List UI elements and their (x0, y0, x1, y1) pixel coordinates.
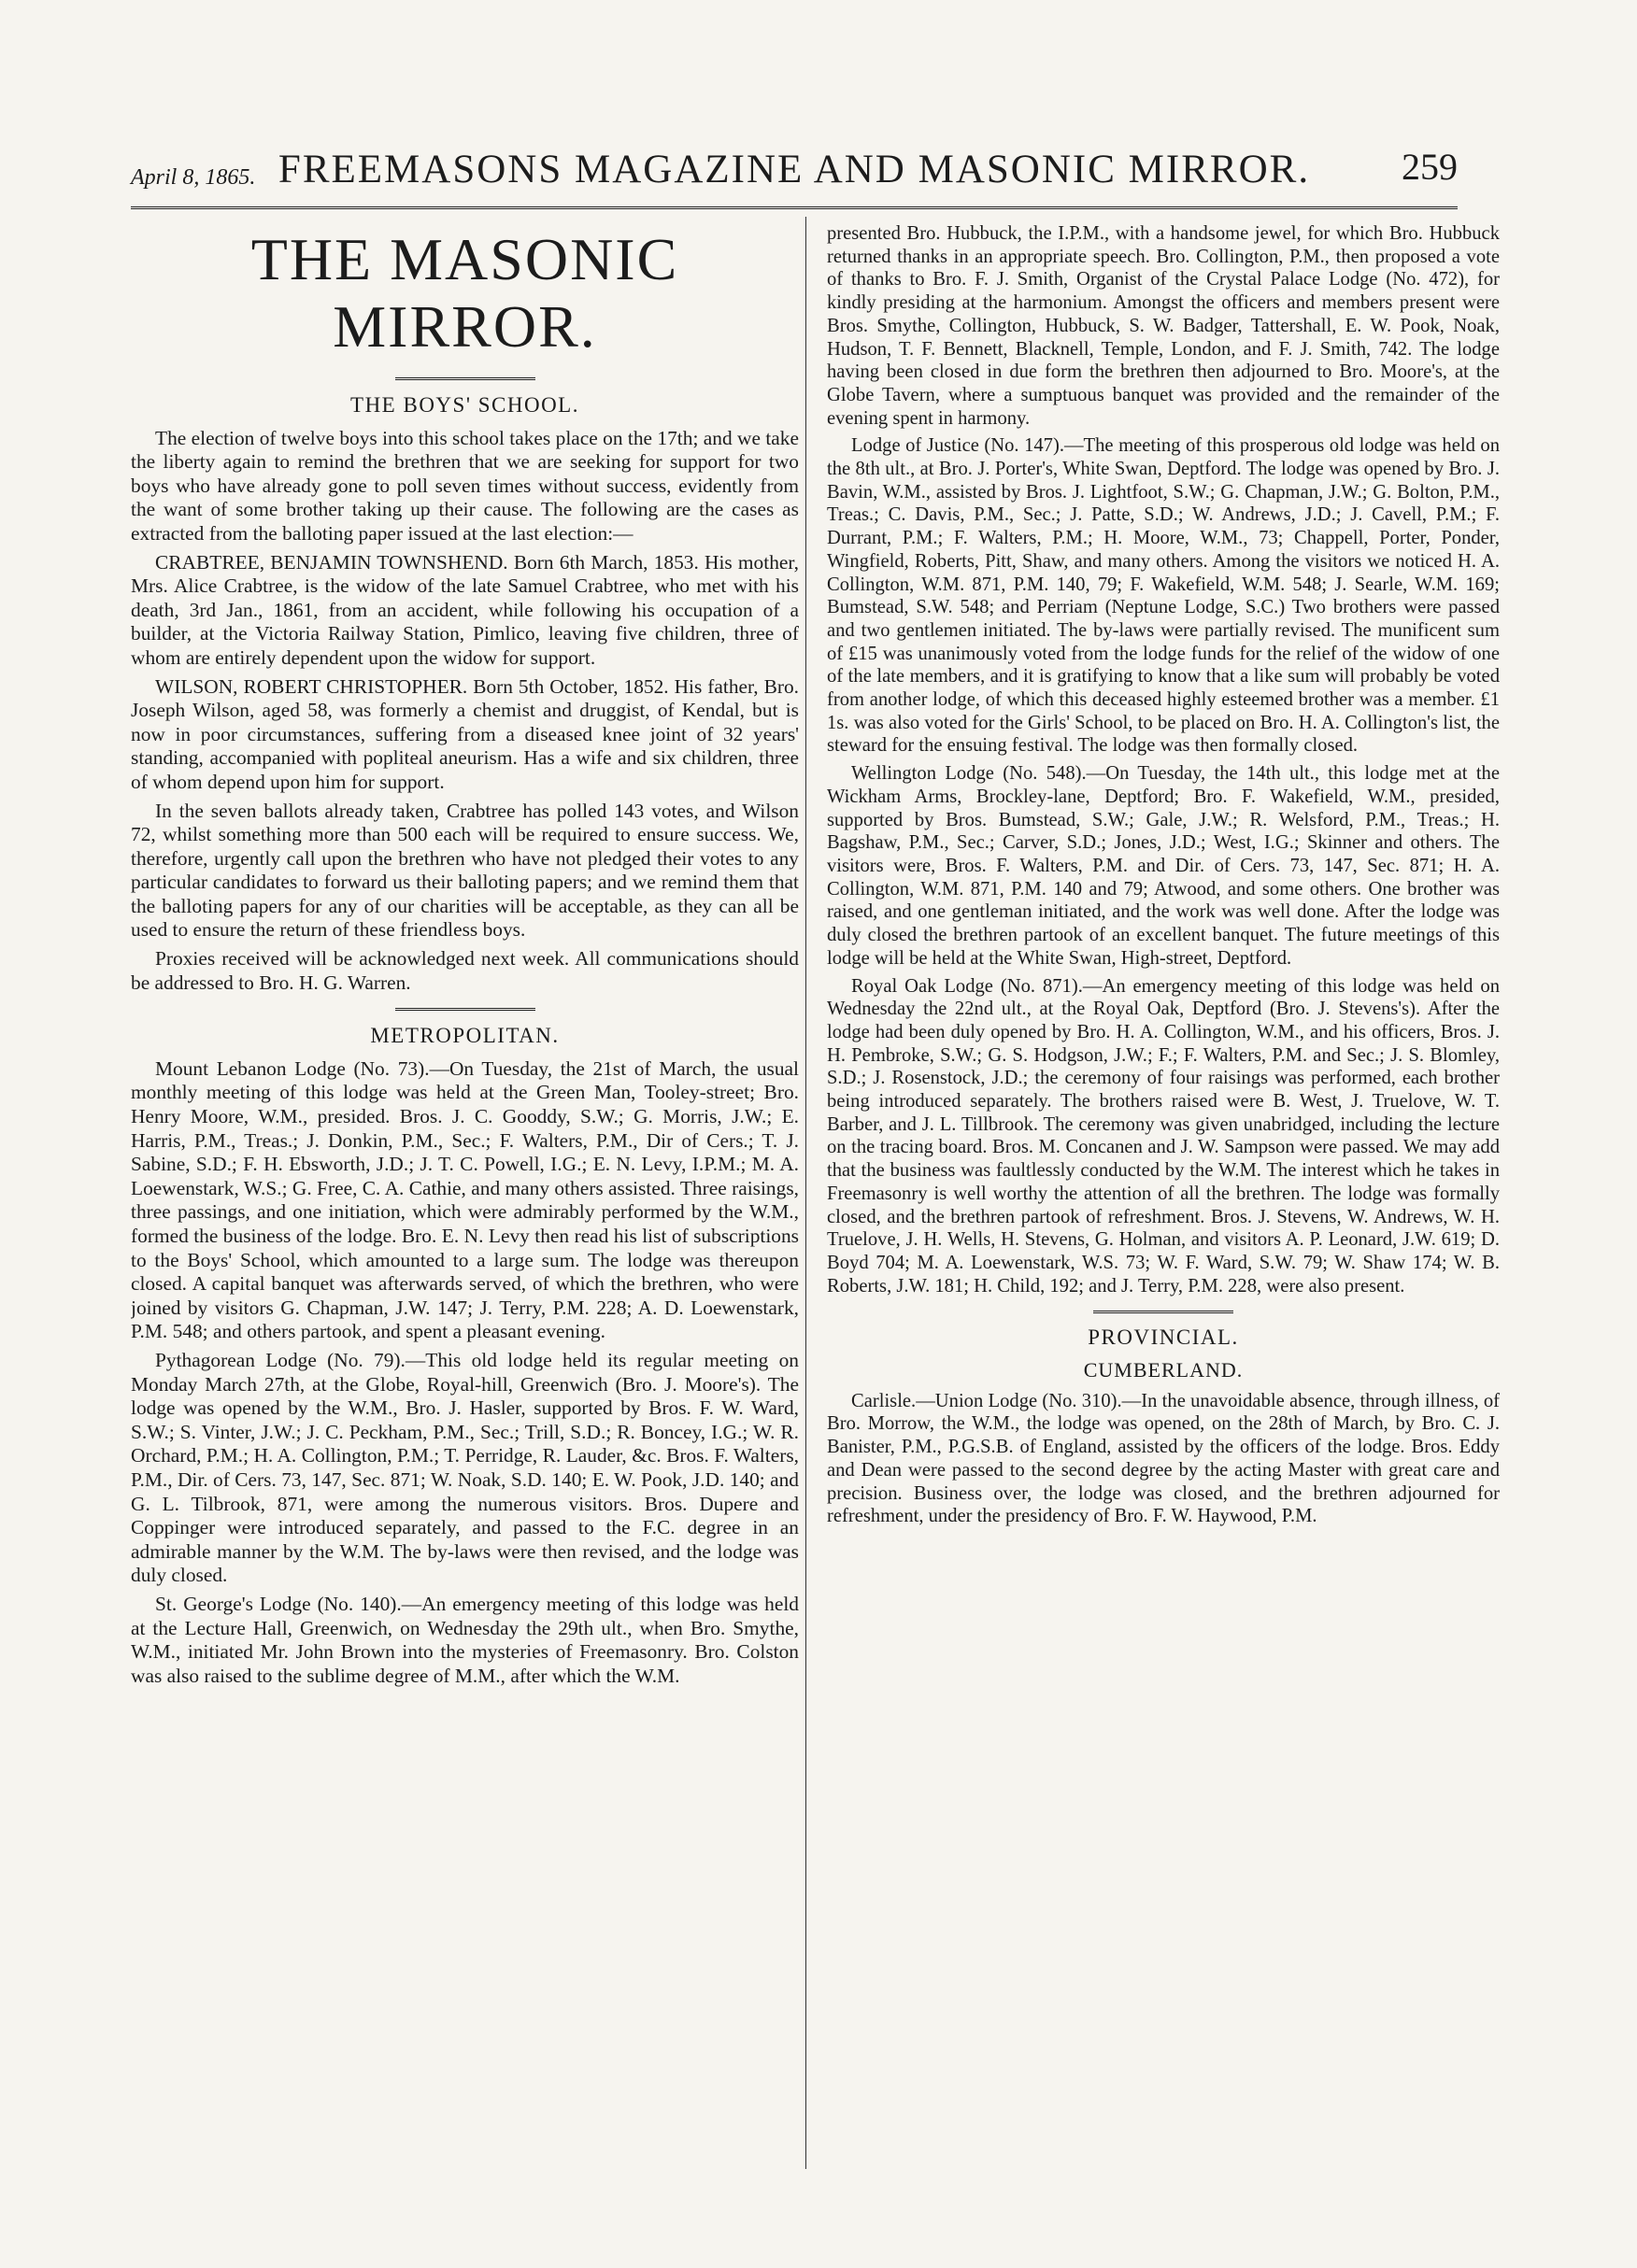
report-carlisle: Carlisle.—Union Lodge (No. 310).—In the unavoidable absence, through illness, of Bro. Morrow, the W.M., the lodge was opened, on the 28th of March, by Bro. C. J. Banister, P.M., P.G.S.B. of England, assisted by the officers of the lodge. Bros. Eddy and Dean were passed to the second degree by the acting Master with great care and precision. Business over, the lodge was closed, and the brethren adjourned for refreshment, under the presidency of Bro. F. W. Haywood, P.M. (827, 1390, 1500, 1527)
case-crabtree: CRABTREE, BENJAMIN TOWNSHEND. Born 6th March, 1853. His mother, Mrs. Alice Crabtree, is the widow of the late Samuel Crabtree, who met with his death, 3rd Jan., 1861, from an accident, while following his occupation of a builder, at the Victoria Railway Station, Pimlico, leaving five children, three of whom are entirely dependent upon the widow for support. (131, 550, 799, 669)
issue-date: April 8, 1865. (131, 165, 256, 190)
proxies-notice: Proxies received will be acknowledged next week. All communications should be addressed to Bro. H. G. Warren. (131, 947, 799, 994)
st-georges-continuation: presented Bro. Hubbuck, the I.P.M., with a handsome jewel, for which Bro. Hubbuck returned thanks in an appropriate speech. Bro. Collington, P.M., then proposed a vote of thanks to Bro. F. J. Smith, Organist of the Crystal Palace Lodge (No. 472), for kindly presiding at the harmonium. Amongst the officers and members present were Bros. Smythe, Collington, Hubbuck, S. W. Badger, Tattershall, E. W. Pook, Noak, Hudson, T. F. Bennett, Blacknell, Temple, London, and F. J. Smith, 742. The lodge having been closed in due form the brethren then adjourned to Bro. Moore's, at the Globe Tavern, where a sumptuous banquet was provided and the remainder of the evening spent in harmony. (827, 223, 1500, 429)
report-wellington: Wellington Lodge (No. 548).—On Tuesday, the 14th ult., this lodge met at the Wickham Arms, Brockley-lane, Deptford; Bro. F. Wakefield, W.M., presided, supported by Bros. Bumstead, S.W.; Gale, J.W.; R. Welsford, P.M., Treas.; H. Bagshaw, P.M., Sec.; Carver, S.D.; Jones, J.D.; West, I.G.; Skinner and others. The visitors were, Bros. F. Walters, P.M. and Dir. of Cers. 73, 147, Sec. 871; H. A. Collington, W.M. 871, P.M. 140 and 79; Atwood, and some others. One brother was raised, and one gentleman initiated, and the work was well done. After the lodge was duly closed the brethren partook of an excellent banquet. The future meetings of this lodge will be held at the White Swan, High-street, Deptford. (827, 763, 1500, 969)
metropolitan-heading: METROPOLITAN. (370, 1024, 560, 1048)
report-mount-lebanon: Mount Lebanon Lodge (No. 73).—On Tuesday, the 21st of March, the usual monthly meeting of this lodge was held at the Green Man, Tooley-street; Bro. Henry Moore, W.M., presided. Bros. J. C. Gooddy, S.W.; G. Morris, J.W.; E. Harris, P.M., Treas.; J. Donkin, P.M., Sec.; F. Walters, P.M., Dir of Cers.; T. J. Sabine, S.D.; F. H. Ebsworth, J.D.; J. T. C. Powell, I.G.; E. N. Levy, I.P.M.; M. A. Loewenstark, W.S.; G. Free, C. A. Cathie, and many others assisted. Three raisings, three passings, and one initiation, which were admirably performed by the W.M., formed the business of the lodge. Bro. E. N. Levy then read his list of subscriptions to the Boys' School, which amounted to a large sum. The lodge was thereupon closed. A capital banquet was afterwards served, of which the brethren, who were joined by visitors G. Chapman, J.W. 147; J. Terry, P.M. 228; A. D. Loewenstark, P.M. 548; and others partook, and spent a pleasant evening. (131, 1056, 799, 1343)
case-wilson: WILSON, ROBERT CHRISTOPHER. Born 5th October, 1852. His father, Bro. Joseph Wilson, aged 58, was formerly a chemist and druggist, of Kendal, but is now in poor circumstances, suffering from a diseased knee joint of 32 years' standing, accompanied with popliteal aneurism. Has a wife and six children, three of whom depend upon him for support. (131, 674, 799, 793)
provincial-heading: PROVINCIAL. (1088, 1325, 1239, 1350)
cumberland-subheading: CUMBERLAND. (1083, 1358, 1244, 1382)
provincial-rule (1093, 1311, 1233, 1313)
boys-school-heading: THE BOYS' SCHOOL. (350, 393, 579, 417)
header-rule (131, 206, 1458, 209)
masthead: FREEMASONS MAGAZINE AND MASONIC MIRROR. (278, 148, 1311, 191)
report-pythagorean: Pythagorean Lodge (No. 79).—This old lodge held its regular meeting on Monday March 27th, at the Globe, Royal-hill, Greenwich (Bro. J. Moore's). The lodge was opened by the W.M., Bro. J. Hasler, supported by Bros. F. W. Ward, S.W.; S. Vinter, J.W.; J. C. Peckham, P.M., Sec.; Trill, S.D.; R. Boncey, I.G.; W. R. Orchard, P.M.; H. A. Collington, P.M.; T. Perridge, R. Lauder, &c. Bros. F. Walters, P.M., Dir. of Cers. 73, 147, Sec. 871; W. Noak, S.D. 140; E. W. Pook, J.D. 140; and G. L. Tilbrook, 871, were among the numerous visitors. Bros. Dupere and Coppinger were introduced separately, and passed to the F.C. degree in an admirable manner by the W.M. The by-laws were then revised, and the lodge was duly closed. (131, 1348, 799, 1587)
report-royal-oak: Royal Oak Lodge (No. 871).—An emergency meeting of this lodge was held on Wednesday the 22nd ult., at the Royal Oak, Deptford (Bro. J. Stevens's). After the lodge had been duly opened by Bro. H. A. Collington, W.M., and his officers, Bros. J. H. Pembroke, S.W.; G. S. Hodgson, J.W.; F.; F. Walters, P.M. and Sec.; J. S. Blomley, S.D.; J. Rosenstock, J.D.; the ceremony of four raisings was performed, each brother being introduced separately. The brothers raised were B. West, J. Truelove, W. T. Barber, and J. L. Tillbrook. The ceremony was given unabridged, including the lecture on the tracing board. Bros. M. Concanen and J. W. Sampson were passed. We may add that the business was faultlessly conducted by the W.M. The interest which he takes in Freemasonry is well worthy the attention of all the brethren. The lodge was formally closed, and the brethren partook of refreshment. Bros. J. Stevens, W. Andrews, W. H. Truelove, J. H. Wells, H. Stevens, G. Holman, and visitors A. P. Leonard, J.W. 619; D. Boyd 704; M. A. Loewenstark, W.S. 73; W. F. Ward, S.W. 79; W. Shaw 174; W. B. Roberts, J.W. 181; H. Child, 192; and J. Terry, P.M. 228, were also present. (827, 975, 1500, 1297)
column-divider (805, 217, 806, 2169)
section-title: THE MASONIC MIRROR. (250, 226, 679, 360)
page-header (131, 145, 1458, 197)
title-rule (395, 377, 535, 380)
ballot-appeal: In the seven ballots already taken, Crabtree has polled 143 votes, and Wilson 72, whilst something more than 500 each will be required to ensure success. We, therefore, urgently call upon the brethren who have not pledged their votes to any particular candidates to forward us their balloting papers; and we remind them that the balloting papers for any of our charities will be acceptable, as they can all be used to ensure the return of these friendless boys. (131, 799, 799, 942)
right-column (827, 222, 1500, 2165)
boys-school-intro: The election of twelve boys into this school takes place on the 17th; and we take the liberty again to remind the brethren that we are seeking for support for two boys who have already gone to poll seven times without success, evidently from the want of some brother taking up their cause. The following are the cases as extracted from the balloting paper issued at the last election:— (131, 426, 799, 545)
report-lodge-of-justice: Lodge of Justice (No. 147).—The meeting of this prosperous old lodge was held on the 8th ult., at Bro. J. Porter's, White Swan, Deptford. The lodge was opened by Bro. J. Bavin, W.M., assisted by Bros. J. Lightfoot, S.W.; G. Chapman, J.W.; G. Bolton, P.M., Treas.; C. Davis, P.M., Sec.; J. Patte, S.D.; W. Andrews, J.D.; J. Cavell, P.M.; F. Durrant, P.M.; F. Walters, P.M.; H. Moore, W.M., 73; Chappell, Porter, Ponder, Wingfield, Roberts, Pitt, Shaw, and many others. Among the visitors we noticed H. A. Collington, W.M. 871, P.M. 140, 79; F. Wakefield, W.M. 548; J. Searle, W.M. 169; Bumstead, S.W. 548; and Perriam (Neptune Lodge, S.C.) Two brothers were passed and two gentlemen initiated. The by-laws were partially revised. The munificent sum of £15 was unanimously voted from the lodge funds for the relief of the widow of one of the late members, and it is gratifying to know that a like sum will probably be voted from another lodge, of which this deceased highly esteemed brother was a member. £1 1s. was also voted for the Girls' School, to be placed on Bro. H. A. Collington's list, the steward for the ensuing festival. The lodge was then formally closed. (827, 435, 1500, 757)
left-column (131, 222, 799, 2165)
report-st-georges: St. George's Lodge (No. 140).—An emergency meeting of this lodge was held at the Lecture Hall, Greenwich, on Wednesday the 29th ult., when Bro. Smythe, W.M., initiated Mr. John Brown into the mysteries of Freemasonry. Bro. Colston was also raised to the sublime degree of M.M., after which the W.M. (131, 1592, 799, 1687)
page-number: 259 (1402, 146, 1458, 188)
metropolitan-rule (395, 1008, 535, 1011)
